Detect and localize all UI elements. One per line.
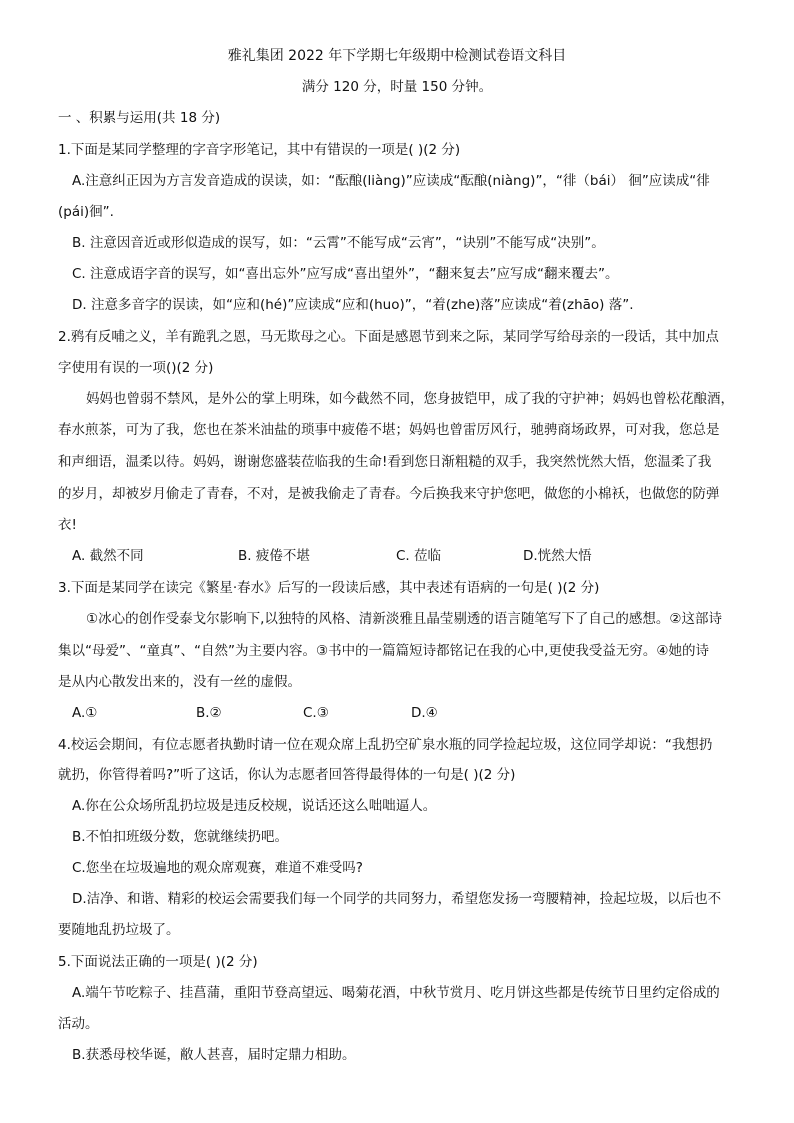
question-2-passage-line: 衣!: [58, 517, 77, 533]
question-1-option-a-cont: (pái)徊”.: [58, 204, 114, 220]
question-1-stem: 1.下面是某同学整理的字音字形笔记，其中有错误的一项是( )(2 分): [58, 142, 461, 158]
question-3-stem: 3.下面是某同学在读完《繁星·春水》后写的一段读后感，其中表述有语病的一句是( )(2 分): [58, 580, 600, 596]
question-2-option: D.恍然大悟: [523, 548, 592, 564]
question-3-option: A.①: [72, 705, 98, 721]
question-3-option: C.③: [303, 705, 329, 721]
question-1-option-d: D. 注意多音字的误读，如“应和(hé)”应读成“应和(huo)”，“着(zhe)落”应读成“着(zhāo) 落”.: [72, 297, 634, 313]
question-3-passage-line: ①冰心的创作受泰戈尔影响下,以独特的风格、清新淡雅且晶莹剔透的语言随笔写下了自己的感想。②这部诗: [86, 611, 722, 627]
section-heading: 一 、积累与运用(共 18 分): [58, 110, 221, 126]
question-2-option: C. 莅临: [396, 548, 442, 564]
question-5-stem: 5.下面说法正确的一项是( )(2 分): [58, 954, 258, 970]
question-4-option-b: B.不怕扣班级分数，您就继续扔吧。: [72, 829, 289, 845]
question-5-option-b: B.获悉母校华诞，敝人甚喜，届时定鼎力相助。: [72, 1047, 356, 1063]
exam-title: 雅礼集团 2022 年下学期七年级期中检测试卷语文科目: [227, 48, 567, 64]
question-2-stem-cont: 字使用有误的一项()(2 分): [58, 360, 214, 376]
question-1-option-b: B. 注意因音近或形似造成的误写，如：“云霄”不能写成“云宵”，“诀别”不能写成“决别”。: [72, 235, 605, 251]
question-3-passage-line: 是从内心散发出来的，没有一丝的虚假。: [58, 674, 301, 690]
question-3-option: B.②: [196, 705, 222, 721]
question-4-option-c: C.您坐在垃圾遍地的观众席观赛，难道不难受吗?: [72, 860, 363, 876]
question-4-option-a: A.你在公众场所乱扔垃圾是违反校规，说话还这么咄咄逼人。: [72, 798, 437, 814]
question-3-option: D.④: [411, 705, 438, 721]
question-4-option-d: D.洁净、和谐、精彩的校运会需要我们每一个同学的共同努力，希望您发扬一弯腰精神，捡起垃圾，以后也不: [72, 891, 722, 907]
question-2-option: A. 截然不同: [72, 548, 144, 564]
exam-subtitle: 满分 120 分，时量 150 分钟。: [301, 79, 493, 95]
question-2-passage-line: 妈妈也曾弱不禁风，是外公的掌上明珠，如今截然不同，您身披铠甲，成了我的守护神；妈妈也曾松花酿酒，: [86, 391, 734, 407]
question-3-options: [0, 703, 794, 723]
question-3-passage-line: 集以“母爱”、“童真”、“自然”为主要内容。③书中的一篇篇短诗都铭记在我的心中,更使我受益无穷。④她的诗: [58, 643, 709, 659]
question-1-option-a: A.注意纠正因为方言发音造成的误读，如：“酝酿(liàng)”应读成“酝酿(niàng)”，“徘（bái） 徊”应读成“徘: [72, 173, 710, 189]
question-5-option-a: A.端午节吃粽子、挂菖蒲，重阳节登高望远、喝菊花酒，中秋节赏月、吃月饼这些都是传统节日里约定俗成的: [72, 985, 720, 1001]
question-2-passage-line: 春水煎茶，可为了我，您也在茶米油盐的琐事中疲倦不堪；妈妈也曾雷厉风行，驰骋商场政界，可对我，您总是: [58, 422, 720, 438]
question-4-stem: 4.校运会期间，有位志愿者执勤时请一位在观众席上乱扔空矿泉水瓶的同学捡起垃圾，这位同学却说：“我想扔: [58, 737, 713, 753]
question-5-option-a-cont: 活动。: [58, 1016, 99, 1032]
question-4-option-d-cont: 要随地乱扔垃圾了。: [58, 922, 180, 938]
question-2-passage-line: 的岁月，却被岁月偷走了青春，不对，是被我偷走了青春。今后换我来守护您吧，做您的小棉袄，也做您的防弹: [58, 486, 720, 502]
question-2-options: [0, 546, 794, 566]
question-1-option-c: C. 注意成语字音的误写，如“喜出忘外”应写成“喜出望外”，“翻来复去”应写成“翻来覆去”。: [72, 266, 619, 282]
question-2-option: B. 疲倦不堪: [238, 548, 310, 564]
question-2-passage-line: 和声细语，温柔以待。妈妈，谢谢您盛装莅临我的生命!看到您日渐粗糙的双手，我突然恍然大悟，您温柔了我: [58, 454, 712, 470]
question-2-stem: 2.鸦有反哺之义，羊有跪乳之恩，马无欺母之心。下面是感恩节到来之际，某同学写给母亲的一段话，其中加点: [58, 329, 719, 345]
question-4-stem-cont: 就扔，你管得着吗?”听了这话，你认为志愿者回答得最得体的一句是( )(2 分): [58, 767, 516, 783]
